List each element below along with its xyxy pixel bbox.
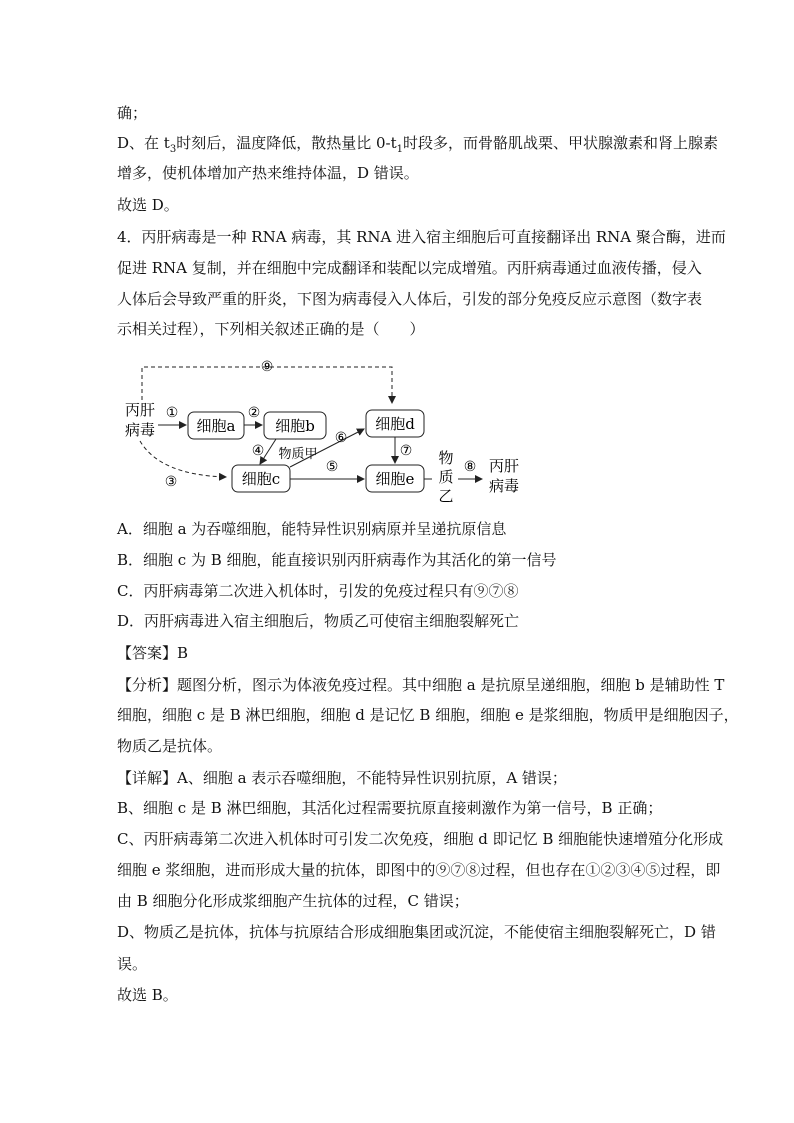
label-1: ① bbox=[165, 405, 179, 421]
label-2: ② bbox=[247, 405, 261, 421]
text-line: 故选 D。 bbox=[117, 196, 179, 214]
virus-label: 丙肝 bbox=[124, 401, 156, 419]
substance-yi-label: 物 bbox=[438, 449, 454, 467]
question-text: 促进 RNA 复制，并在细胞中完成翻译和装配以完成增殖。丙肝病毒通过血液传播，侵入 bbox=[117, 259, 702, 277]
label-3: ③ bbox=[164, 474, 178, 490]
option-c: C．丙肝病毒第二次进入机体时，引发的免疫过程只有⑨⑦⑧ bbox=[117, 582, 519, 600]
label-9: ⑨ bbox=[260, 359, 274, 375]
detail-text: C、丙肝病毒第二次进入机体时可引发二次免疫，细胞 d 即记忆 B 细胞能快速增殖分化形成 bbox=[117, 830, 724, 848]
label-5: ⑤ bbox=[325, 459, 339, 475]
substance-yi-label: 乙 bbox=[438, 487, 454, 505]
cell-a-label: 细胞a bbox=[196, 417, 236, 435]
substance-jia-label: 物质甲 bbox=[278, 447, 318, 462]
question-text: 人体后会导致严重的肝炎，下图为病毒侵入人体后，引发的部分免疫反应示意图（数字表 bbox=[117, 290, 703, 308]
detail-text: B、细胞 c 是 B 淋巴细胞，其活化过程需要抗原直接刺激作为第一信号，B 正确； bbox=[117, 799, 663, 817]
analysis-text: 【分析】题图分析，图示为体液免疫过程。其中细胞 a 是抗原呈递细胞，细胞 b 是辅助性 T bbox=[117, 676, 725, 694]
target-virus-label: 丙肝 bbox=[488, 457, 520, 475]
text-line: 增多，使机体增加产热来维持体温，D 错误。 bbox=[117, 164, 419, 182]
immune-response-diagram bbox=[110, 345, 550, 505]
label-7: ⑦ bbox=[399, 443, 413, 459]
detail-text: D、物质乙是抗体，抗体与抗原结合形成细胞集团或沉淀，不能使宿主细胞裂解死亡，D 错 bbox=[117, 923, 716, 941]
answer-line: 【答案】B bbox=[117, 644, 189, 662]
label-4: ④ bbox=[251, 443, 265, 459]
label-8: ⑧ bbox=[463, 459, 477, 475]
option-b: B．细胞 c 为 B 细胞，能直接识别丙肝病毒作为其活化的第一信号 bbox=[117, 551, 557, 569]
cell-e-label: 细胞e bbox=[375, 470, 415, 488]
analysis-text: 细胞，细胞 c 是 B 淋巴细胞，细胞 d 是记忆 B 细胞，细胞 e 是浆细胞，物质甲是细胞因子， bbox=[117, 706, 739, 724]
question-text: 4．丙肝病毒是一种 RNA 病毒，其 RNA 进入宿主细胞后可直接翻译出 RNA 聚合酶，进而 bbox=[117, 228, 726, 246]
label-6: ⑥ bbox=[334, 430, 348, 446]
substance-yi-label: 质 bbox=[438, 468, 454, 486]
text-line: 确； bbox=[117, 104, 148, 122]
cell-c-label: 细胞c bbox=[241, 470, 281, 488]
target-virus-label: 病毒 bbox=[488, 477, 520, 495]
text-line: D、在 $t_3$时刻后，温度降低，散热量比 $0-t_1$时段多，而骨骼肌战栗、甲状腺激素和肾上腺素 bbox=[117, 134, 719, 155]
option-a: A．细胞 a 为吞噬细胞，能特异性识别病原并呈递抗原信息 bbox=[117, 520, 507, 538]
cell-d-label: 细胞d bbox=[375, 415, 415, 433]
cell-b-label: 细胞b bbox=[275, 417, 315, 435]
arrow-3 bbox=[140, 441, 226, 477]
analysis-text: 物质乙是抗体。 bbox=[117, 737, 223, 755]
detail-text: 【详解】A、细胞 a 表示吞噬细胞，不能特异性识别抗原，A 错误； bbox=[117, 769, 567, 787]
detail-text: 由 B 细胞分化形成浆细胞产生抗体的过程，C 错误； bbox=[117, 892, 469, 910]
detail-text: 故选 B。 bbox=[117, 986, 178, 1004]
question-text: 示相关过程），下列相关叙述正确的是（ ） bbox=[117, 320, 425, 338]
detail-text: 误。 bbox=[117, 955, 148, 973]
option-d: D．丙肝病毒进入宿主细胞后，物质乙可使宿主细胞裂解死亡 bbox=[117, 612, 520, 630]
virus-label: 病毒 bbox=[124, 421, 156, 439]
detail-text: 细胞 e 浆细胞，进而形成大量的抗体，即图中的⑨⑦⑧过程，但也存在①②③④⑤过程，即 bbox=[117, 861, 721, 879]
